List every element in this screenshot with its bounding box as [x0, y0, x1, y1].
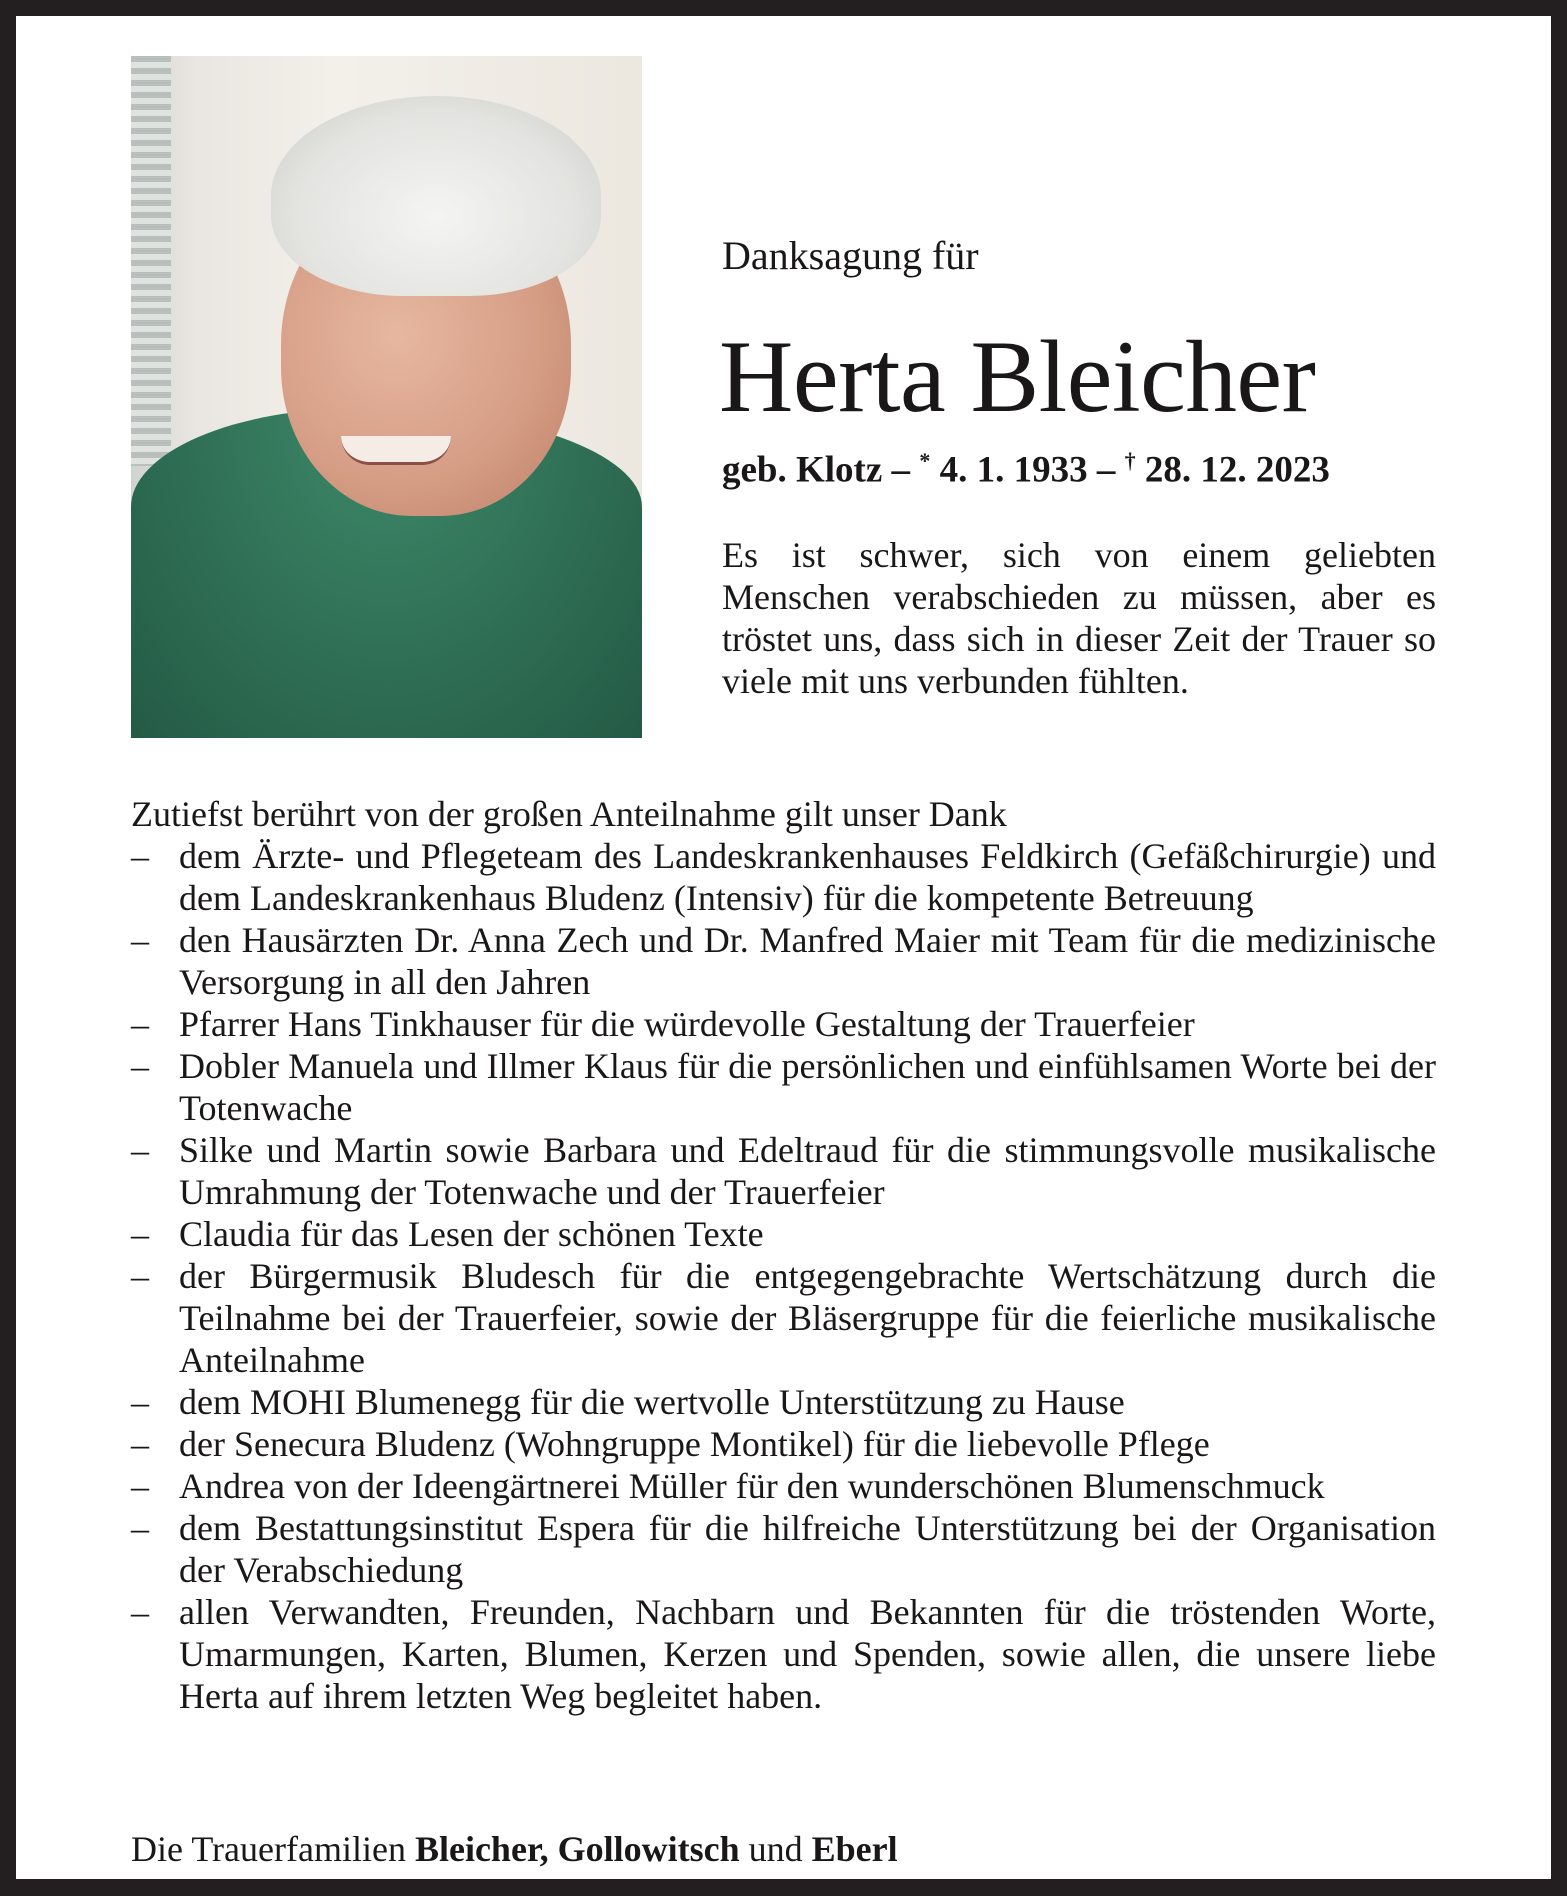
signature-prefix: Die Trauerfamilien: [131, 1829, 415, 1869]
dash-bullet: –: [131, 836, 149, 876]
thanks-list: [131, 835, 1436, 1717]
list-item: [131, 1507, 1436, 1591]
thanks-text: dem Ärzte- und Pflegeteam des Landeskrankenhauses Feldkirch (Gefäßchirurgie) und dem Landeskrankenhaus Bludenz (Intensiv) für die kompetente Betreuung: [179, 836, 1436, 918]
dash-bullet: –: [131, 1424, 149, 1464]
list-item: [131, 1129, 1436, 1213]
maiden-name: geb. Klotz –: [722, 449, 920, 491]
dash-bullet: –: [131, 920, 149, 960]
list-item: [131, 1255, 1436, 1381]
list-item: [131, 919, 1436, 1003]
death-symbol: †: [1124, 448, 1136, 473]
thanks-text: Dobler Manuela und Illmer Klaus für die persönlichen und einfühlsamen Worte bei der Totenwache: [179, 1046, 1436, 1128]
dash-bullet: –: [131, 1382, 149, 1422]
thanks-text: dem MOHI Blumenegg für die wertvolle Unterstützung zu Hause: [179, 1382, 1125, 1422]
list-item: [131, 835, 1436, 919]
list-item: [131, 1003, 1436, 1045]
dash-bullet: –: [131, 1130, 149, 1170]
death-date: 28. 12. 2023: [1135, 449, 1330, 491]
list-item: [131, 1045, 1436, 1129]
thanks-text: den Hausärzten Dr. Anna Zech und Dr. Manfred Maier mit Team für die medizinische Versorgung in all den Jahren: [179, 920, 1436, 1002]
intro-paragraph: Es ist schwer, sich von einem geliebten Menschen verabschieden zu müssen, aber es tröstet uns, dass sich in dieser Zeit der Trauer so viele mit uns verbunden fühlten.: [722, 535, 1436, 701]
thanks-text: Silke und Martin sowie Barbara und Edeltraud für die stimmungsvolle musikalische Umrahmung der Totenwache und der Trauerfeier: [179, 1130, 1436, 1212]
dash-bullet: –: [131, 1508, 149, 1548]
white-hair: [271, 96, 601, 296]
signature-joiner: und: [739, 1829, 812, 1869]
thanks-lead: Zutiefst berührt von der großen Anteilnahme gilt unser Dank: [131, 794, 1007, 834]
signature: [131, 1828, 898, 1870]
thanks-text: der Senecura Bludenz (Wohngruppe Montikel) für die liebevolle Pflege: [179, 1424, 1210, 1464]
thanks-text: Pfarrer Hans Tinkhauser für die würdevolle Gestaltung der Trauerfeier: [179, 1004, 1195, 1044]
list-item: [131, 1381, 1436, 1423]
thanks-text: dem Bestattungsinstitut Espera für die hilfreiche Unterstützung bei der Organisation der Verabschiedung: [179, 1508, 1436, 1590]
life-dates: [722, 448, 1330, 491]
list-item: [131, 1213, 1436, 1255]
family-name-eberl: Eberl: [811, 1829, 898, 1869]
window-blind: [131, 56, 171, 466]
birth-symbol: *: [919, 448, 931, 473]
list-item: [131, 1465, 1436, 1507]
dash-bullet: –: [131, 1466, 149, 1506]
dash-bullet: –: [131, 1256, 149, 1296]
dash-bullet: –: [131, 1592, 149, 1632]
list-item: [131, 1423, 1436, 1465]
deceased-name: Herta Bleicher: [719, 320, 1316, 434]
portrait-photo: [131, 56, 642, 738]
smile: [341, 436, 451, 465]
list-item: [131, 1591, 1436, 1717]
birth-date: 4. 1. 1933 –: [930, 449, 1125, 491]
dash-bullet: –: [131, 1004, 149, 1044]
thanks-text: Andrea von der Ideengärtnerei Müller für den wunderschönen Blumenschmuck: [179, 1466, 1325, 1506]
obituary-notice: [16, 16, 1551, 1879]
intro-heading: Danksagung für: [722, 233, 979, 278]
thanks-text: allen Verwandten, Freunden, Nachbarn und Bekannten für die tröstenden Worte, Umarmungen, Karten, Blumen, Kerzen und Spenden, sowie allen, die unsere liebe Herta auf ihrem letzten Weg begleitet haben.: [179, 1592, 1436, 1716]
dash-bullet: –: [131, 1214, 149, 1254]
thanks-text: der Bürgermusik Bludesch für die entgegengebrachte Wertschätzung durch die Teilnahme bei der Trauerfeier, sowie der Bläsergruppe für die feierliche musikalische Anteilnahme: [179, 1256, 1436, 1380]
thanks-text: Claudia für das Lesen der schönen Texte: [179, 1214, 764, 1254]
family-names: Bleicher, Gollowitsch: [414, 1829, 740, 1869]
dash-bullet: –: [131, 1046, 149, 1086]
